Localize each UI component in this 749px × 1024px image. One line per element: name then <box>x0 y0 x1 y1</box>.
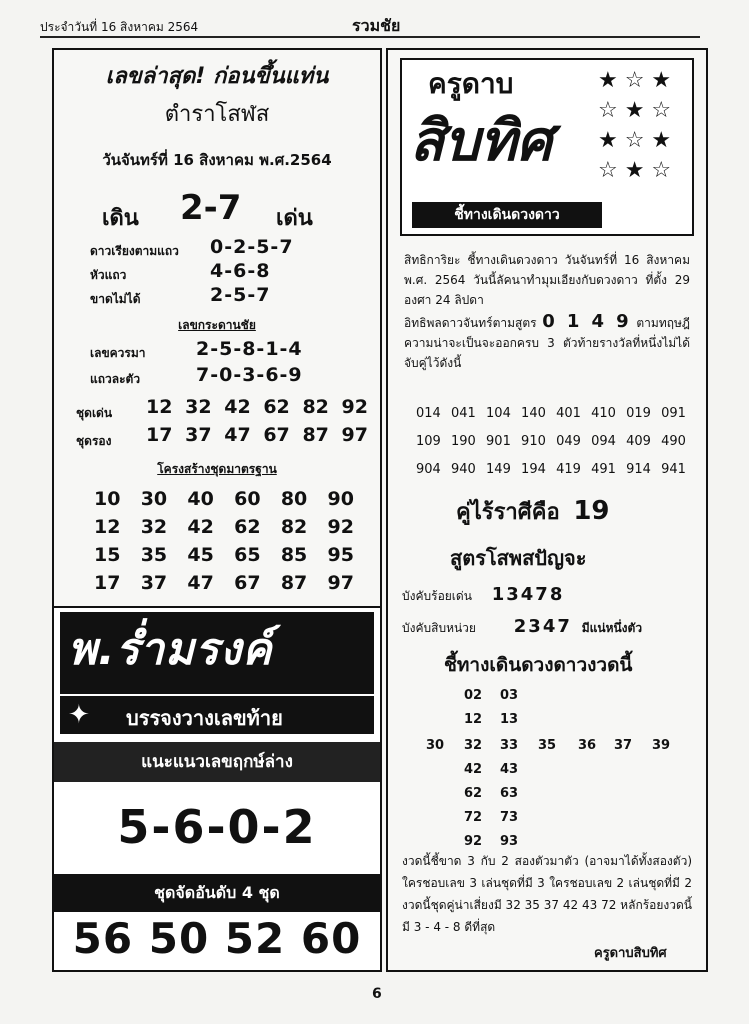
standard-cell: 12 <box>94 516 121 538</box>
row-label: ขาดไม่ได้ <box>90 292 141 306</box>
set-values-row <box>146 396 368 418</box>
formula-label: บังคับร้อยเด่น <box>402 589 472 603</box>
influence-number: 0 1 4 9 <box>542 311 631 332</box>
formula-suffix: มีแน่หนึ่งตัว <box>581 621 643 635</box>
formula-value: 2347 <box>513 616 572 637</box>
tagline-bar <box>60 696 374 734</box>
influence-paragraph <box>404 312 690 373</box>
standard-cell: 95 <box>327 544 354 566</box>
set-value: 67 <box>263 424 290 446</box>
guide-cell: 12 <box>464 712 483 727</box>
page-number: 6 <box>372 986 382 1002</box>
deun-label: เดิน <box>102 206 139 231</box>
tagline-text: บรรจงวางเลขท้าย <box>126 706 283 730</box>
triple-row <box>416 406 686 421</box>
triple-cell: 410 <box>591 406 616 421</box>
standard-cell: 82 <box>280 516 308 538</box>
guide-cell: 62 <box>464 786 483 801</box>
triple-cell: 109 <box>416 434 441 449</box>
deun-value: 2-7 <box>180 188 242 228</box>
triple-cell: 904 <box>416 462 441 477</box>
triple-cell: 491 <box>591 462 616 477</box>
guide-cell: 32 <box>464 738 483 753</box>
set-value: 97 <box>341 424 368 446</box>
guide-cell: 35 <box>538 738 557 753</box>
set-value: 87 <box>302 424 329 446</box>
set-value: 42 <box>224 396 251 418</box>
row-label: แถวละตัว <box>90 372 141 386</box>
set-numbers: 56 50 52 60 <box>72 914 362 963</box>
main-number: 5-6-0-2 <box>117 800 317 854</box>
guide-cell: 33 <box>500 738 519 753</box>
triple-cell: 014 <box>416 406 441 421</box>
row-label: หัวแถว <box>90 268 127 282</box>
standard-cell: 80 <box>280 488 308 510</box>
den-label: เด่น <box>276 206 313 231</box>
krudab-logo <box>400 58 694 236</box>
row-value: 7-0-3-6-9 <box>196 364 303 386</box>
standard-cell: 37 <box>140 572 168 594</box>
set-value: 92 <box>341 396 368 418</box>
standard-cell: 65 <box>234 544 261 566</box>
formula-row <box>402 616 642 638</box>
triple-row <box>416 434 686 449</box>
triple-cell: 401 <box>556 406 581 421</box>
standard-cell: 97 <box>327 572 354 594</box>
guide-cell: 30 <box>426 738 445 753</box>
guide-cell: 36 <box>578 738 597 753</box>
set-values-row <box>146 424 368 446</box>
guide-cell: 43 <box>500 762 519 777</box>
standard-cell: 30 <box>140 488 168 510</box>
triple-cell: 190 <box>451 434 476 449</box>
standard-cell: 90 <box>327 488 354 510</box>
triple-cell: 194 <box>521 462 546 477</box>
standard-cell: 35 <box>140 544 168 566</box>
standard-row <box>94 572 354 594</box>
triple-cell: 419 <box>556 462 581 477</box>
standard-cell: 60 <box>234 488 261 510</box>
triple-cell: 140 <box>521 406 546 421</box>
formula-value: 13478 <box>491 584 565 605</box>
set-value: 62 <box>263 396 290 418</box>
standard-cell: 40 <box>187 488 214 510</box>
left-top-panel <box>52 48 382 608</box>
row-label: ดาวเรียงตามแถว <box>90 244 179 258</box>
signature: ครูดาบสิบทิศ <box>594 946 667 961</box>
influence-post: ตามทฤษฎีความน่าจะเป็นจะออกครบ 3 ตัวท้ายรางวัลที่หนึ่งไม่ได้จับคู่ไว้ดังนี้ <box>404 316 690 370</box>
formula-label: บังคับสิบหน่วย <box>402 621 476 635</box>
influence-pre: อิทธิพลดาวจันทร์ตามสูตร <box>404 316 537 330</box>
set-value: 12 <box>146 396 173 418</box>
guide-cell: 37 <box>614 738 633 753</box>
guide-cell: 13 <box>500 712 519 727</box>
standard-cell: 92 <box>327 516 354 538</box>
logo-top-text: ครูดาบ <box>428 67 514 100</box>
guide-cell: 93 <box>500 834 519 849</box>
standard-cell: 17 <box>94 572 121 594</box>
triple-cell: 049 <box>556 434 581 449</box>
panel-source: ตำราโสฬส <box>164 102 270 127</box>
issue-date: ประจำวันที่ 16 สิงหาคม 2564 <box>40 20 199 34</box>
pair-line <box>456 494 610 529</box>
scatter-label: เลขกระดานชัย <box>178 318 256 332</box>
right-panel <box>386 48 708 972</box>
pair-label: คู่ไร้ราศีคือ <box>456 500 560 525</box>
row-label: เลขควรมา <box>90 346 146 360</box>
row-value: 2-5-8-1-4 <box>196 338 303 360</box>
stars-icon: ★ ☆ ★ ☆ ★ ☆ ★ ☆ ★ ☆ ★ ☆ <box>598 68 672 183</box>
logo-main-text: สิบทิศ <box>410 109 553 174</box>
panel-date-line: วันจันทร์ที่ 16 สิงหาคม พ.ศ.2564 <box>102 151 332 169</box>
panel-title: เลขล่าสุด! ก่อนขึ้นแท่น <box>105 64 329 89</box>
standard-cell: 45 <box>187 544 214 566</box>
set-value: 47 <box>224 424 251 446</box>
row-value: 4-6-8 <box>210 260 271 282</box>
standard-cell: 62 <box>234 516 261 538</box>
triple-cell: 041 <box>451 406 476 421</box>
triple-cell: 019 <box>626 406 651 421</box>
triple-cell: 104 <box>486 406 511 421</box>
standard-cell: 67 <box>234 572 261 594</box>
guide-title: ชี้ทางเดินดวงดาวงวดนี้ <box>444 654 633 676</box>
triple-cell: 901 <box>486 434 511 449</box>
row-value: 0-2-5-7 <box>210 236 294 258</box>
triple-cell: 941 <box>661 462 686 477</box>
triple-cell: 490 <box>661 434 686 449</box>
triple-cell: 409 <box>626 434 651 449</box>
guide-cell: 39 <box>652 738 671 753</box>
triple-row <box>416 462 686 477</box>
standard-row <box>94 516 354 538</box>
standard-row <box>94 544 354 566</box>
triple-cell: 940 <box>451 462 476 477</box>
guide-cell: 03 <box>500 688 519 703</box>
row-value: 2-5-7 <box>210 284 271 306</box>
standard-cell: 87 <box>280 572 308 594</box>
set-value: 37 <box>185 424 212 446</box>
triple-cell: 149 <box>486 462 511 477</box>
standard-cell: 15 <box>94 544 121 566</box>
left-bottom-panel <box>52 606 382 972</box>
publication-logo: รวมชัย <box>352 16 401 35</box>
standard-cell: 42 <box>187 516 214 538</box>
set-value: 82 <box>302 396 329 418</box>
guide-cell: 02 <box>464 688 483 703</box>
set-label: ชุดเด่น <box>76 406 113 420</box>
triple-cell: 094 <box>591 434 616 449</box>
standard-label: โครงสร้างชุดมาตรฐาน <box>157 462 277 476</box>
guide-cell: 92 <box>464 834 483 849</box>
intro-paragraph: สิทธิการิยะ ชี้ทางเดินดวงดาว วันจันทร์ที่ 16 สิงหาคม พ.ศ. 2564 วันนี้ลัคนาทำมุมเอียงกับดวงดาว ที่ตั้ง 29 องศา 24 ลิปดา <box>404 253 690 307</box>
brand-title: พ.ร่ำมรงค์ <box>68 624 273 675</box>
set-value: 32 <box>185 396 212 418</box>
guide-cell: 63 <box>500 786 519 801</box>
hint-bar: แนะแนวเลขฤกษ์ล่าง <box>54 742 380 782</box>
set-value: 17 <box>146 424 173 446</box>
triple-cell: 914 <box>626 462 651 477</box>
sparkle-icon: ✦ <box>68 700 90 730</box>
closing-paragraph: งวดนี้ชี้ขาด 3 กับ 2 สองตัวมาตัว (อาจมาได้ทั้งสองตัว) ใครชอบเลข 3 เล่นชุดที่มี 3 ใครชอบเลข 2 เล่นชุดที่มี 2 งวดนี้ชุดคู่น่าเสี่ยงมี 32 35 37 42 43 72 หลักร้อยงวดนี้มี 3 - 4 - 8 ดีที่สุด <box>402 854 692 934</box>
triple-cell: 910 <box>521 434 546 449</box>
brand-banner <box>60 612 374 694</box>
formula-row <box>402 584 564 606</box>
triple-cell: 091 <box>661 406 686 421</box>
set-label: ชุดรอง <box>76 434 112 448</box>
standard-cell: 32 <box>140 516 168 538</box>
pair-value: 19 <box>573 496 610 526</box>
header-rule <box>40 36 700 38</box>
standard-cell: 10 <box>94 488 121 510</box>
logo-strip: ชี้ทางเดินดวงดาว <box>412 202 602 228</box>
standard-cell: 47 <box>187 572 214 594</box>
set-label-bar: ชุดจัดอันดับ 4 ชุด <box>54 874 380 912</box>
guide-cell: 42 <box>464 762 483 777</box>
guide-cell: 72 <box>464 810 483 825</box>
standard-row <box>94 488 354 510</box>
standard-cell: 85 <box>280 544 308 566</box>
guide-cell: 73 <box>500 810 519 825</box>
formula-title: สูตรโสพสปัญจะ <box>450 546 587 570</box>
